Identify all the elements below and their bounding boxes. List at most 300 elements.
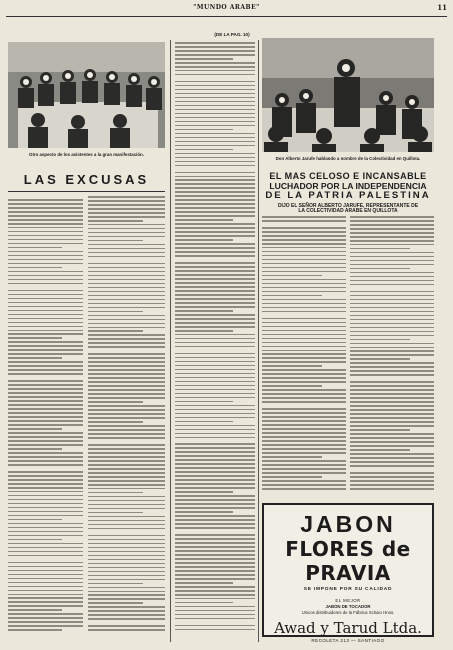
text-line: [175, 187, 255, 189]
text-line: [175, 125, 255, 127]
text-line: [8, 412, 83, 414]
text-line: [175, 89, 255, 91]
text-line: [175, 235, 255, 237]
text-line: [262, 326, 346, 328]
text-line: [88, 602, 143, 604]
text-line: [262, 460, 346, 462]
text-line: [262, 247, 346, 249]
quillota-headline-line1: EL MAS CELOSO E INCANSABLE: [269, 171, 427, 181]
text-line: [175, 550, 255, 552]
text-line: [175, 231, 255, 233]
text-line: [175, 93, 255, 95]
text-line: [350, 488, 434, 490]
text-line: [262, 239, 346, 241]
text-line: [175, 558, 255, 560]
text-line: [8, 345, 83, 347]
text-line: [8, 227, 83, 229]
text-line: [8, 416, 83, 418]
text-line: [88, 579, 165, 581]
text-line: [88, 208, 165, 210]
text-line: [8, 582, 83, 584]
photo-audience-image: [8, 42, 165, 148]
text-line: [8, 535, 83, 537]
text-line: [8, 333, 83, 335]
paper-name: "MUNDO ARABE": [193, 4, 260, 11]
text-line: [175, 294, 255, 296]
text-line: [8, 590, 83, 592]
text-line: [175, 199, 255, 201]
text-line: [8, 215, 83, 217]
text-line: [262, 334, 346, 336]
text-line: [350, 343, 434, 345]
text-line: [8, 613, 83, 615]
text-line: [88, 413, 165, 415]
text-line: [175, 381, 255, 383]
text-line: [175, 511, 233, 513]
text-line: [175, 70, 255, 72]
text-line: [88, 409, 165, 411]
quillota-subhead-line1: DIJO EL SEÑOR ALBERTO JARUFE, REPRESENTANTE DE: [277, 202, 419, 209]
text-line: [175, 334, 255, 336]
text-line: [175, 471, 255, 473]
text-line: [175, 302, 255, 304]
text-line: [8, 365, 83, 367]
text-line: [175, 149, 233, 151]
text-line: [88, 437, 165, 439]
text-line: [350, 232, 434, 234]
text-line: [88, 244, 165, 246]
text-line: [88, 252, 165, 254]
text-line: [175, 262, 255, 264]
text-line: [88, 361, 165, 363]
text-line: [175, 172, 255, 174]
text-line: [175, 306, 255, 308]
text-line: [88, 614, 165, 616]
text-line: [350, 350, 434, 352]
text-line: [175, 409, 255, 411]
text-line: [88, 365, 165, 367]
text-line: [175, 455, 255, 457]
text-line: [350, 354, 434, 356]
text-line: [8, 219, 83, 221]
text-line: [88, 433, 165, 435]
photo-caption-right: Don Alberto Jarufe hablando a nombre de la Colectividad en Quillota.: [275, 156, 421, 161]
text-line: [88, 606, 165, 608]
text-line: [175, 475, 255, 477]
text-line: [8, 495, 83, 497]
text-line: [8, 207, 83, 209]
text-line: [175, 161, 255, 163]
text-line: [262, 369, 346, 371]
text-line: [175, 133, 255, 135]
text-line: [175, 429, 255, 431]
photo-audience: [8, 42, 165, 148]
text-line: [175, 239, 233, 241]
text-line: [175, 515, 255, 517]
text-line: [175, 326, 255, 328]
text-line: [175, 101, 255, 103]
text-line: [88, 236, 165, 238]
excusas-rule: [8, 191, 165, 192]
text-line: [350, 256, 434, 258]
text-line: [175, 361, 255, 363]
quillota-headline: [262, 172, 434, 215]
text-line: [175, 50, 255, 52]
text-line: [350, 457, 434, 459]
text-line: [262, 468, 346, 470]
text-line: [350, 453, 434, 455]
text-line: [88, 224, 165, 226]
text-line: [175, 433, 255, 435]
text-line: [175, 369, 255, 371]
text-line: [350, 276, 434, 278]
text-line: [8, 361, 83, 363]
text-line: [350, 441, 434, 443]
text-line: [88, 389, 165, 391]
text-line: [8, 570, 83, 572]
text-line: [350, 315, 434, 317]
text-line: [350, 347, 434, 349]
text-line: [175, 227, 255, 229]
text-line: [262, 271, 346, 273]
text-line: [8, 527, 83, 529]
text-line: [262, 311, 346, 313]
text-line: [175, 153, 255, 155]
text-line: [8, 255, 83, 257]
text-line: [8, 609, 62, 611]
text-line: [262, 452, 346, 454]
text-line: [175, 610, 255, 612]
text-line: [175, 618, 255, 620]
text-line: [8, 384, 83, 386]
text-line: [8, 223, 83, 225]
text-line: [175, 286, 255, 288]
text-line: [88, 516, 165, 518]
page-header: [6, 4, 447, 14]
text-line: [88, 575, 165, 577]
text-line: [175, 145, 255, 147]
text-line: [88, 334, 165, 336]
text-line: [262, 251, 346, 253]
text-line: [262, 338, 346, 340]
text-line: [350, 484, 434, 486]
text-line: [88, 598, 165, 600]
text-line: [350, 311, 434, 313]
text-line: [175, 322, 255, 324]
text-line: [175, 527, 255, 529]
text-line: [175, 183, 255, 185]
text-line: [175, 417, 255, 419]
text-line: [262, 436, 346, 438]
text-line: [262, 444, 346, 446]
text-line: [88, 338, 165, 340]
text-line: [8, 555, 83, 557]
text-line: [88, 444, 165, 446]
text-line: [175, 54, 255, 56]
text-line: [88, 263, 165, 265]
text-line: [88, 555, 165, 557]
text-line: [8, 302, 83, 304]
text-line: [175, 519, 255, 521]
text-line: [175, 625, 255, 627]
text-line: [88, 488, 165, 490]
text-line: [350, 429, 410, 431]
text-line: [88, 448, 165, 450]
text-line: [175, 342, 255, 344]
text-line: [8, 267, 62, 269]
text-line: [88, 393, 165, 395]
text-line: [175, 397, 255, 399]
text-line: [175, 215, 255, 217]
text-line: [175, 602, 233, 604]
text-line: [262, 357, 346, 359]
text-line: [8, 369, 83, 371]
text-line: [175, 538, 255, 540]
text-line: [350, 224, 434, 226]
text-line: [88, 319, 165, 321]
text-line: [88, 472, 165, 474]
text-line: [350, 449, 410, 451]
text-line: [175, 121, 255, 123]
text-line: [8, 271, 83, 273]
text-line: [350, 461, 434, 463]
text-line: [8, 574, 83, 576]
text-line: [8, 275, 83, 277]
text-line: [88, 571, 165, 573]
text-line: [175, 389, 255, 391]
text-line: [8, 551, 83, 553]
text-line: [175, 318, 255, 320]
text-line: [175, 266, 255, 268]
text-line: [88, 307, 165, 309]
text-line: [175, 606, 255, 608]
text-line: [8, 251, 83, 253]
text-line: [350, 284, 434, 286]
text-line: [175, 534, 255, 536]
text-line: [8, 231, 83, 233]
ad-line-jabon: JABON: [300, 511, 396, 537]
text-line: [262, 291, 346, 293]
text-line: [350, 264, 434, 266]
text-line: [175, 566, 255, 568]
text-line: [88, 373, 165, 375]
text-line: [175, 495, 255, 497]
text-line: [8, 578, 83, 580]
text-line: [88, 625, 165, 627]
text-line: [175, 282, 255, 284]
photo-speaker: [262, 38, 434, 152]
text-line: [88, 385, 165, 387]
text-line: [175, 176, 255, 178]
text-line: [8, 621, 83, 623]
text-line: [88, 311, 143, 313]
text-line: [175, 223, 255, 225]
text-line: [175, 353, 255, 355]
text-line: [88, 271, 165, 273]
text-line: [175, 211, 255, 213]
text-line: [175, 62, 255, 64]
text-line: [175, 507, 255, 509]
text-line: [175, 251, 255, 253]
text-line: [175, 463, 255, 465]
text-line: [175, 467, 255, 469]
text-line: [8, 404, 83, 406]
text-line: [88, 204, 165, 206]
text-line: [8, 487, 83, 489]
text-line: [262, 350, 346, 352]
text-line: [262, 432, 346, 434]
text-line: [175, 421, 233, 423]
quillota-headline-line2: LUCHADOR POR LA INDEPENDENCIA: [269, 180, 427, 191]
text-line: [350, 216, 434, 218]
text-line: [175, 542, 255, 544]
text-line: [88, 496, 165, 498]
text-line: [175, 74, 255, 76]
text-line: [88, 381, 165, 383]
text-line: [262, 342, 346, 344]
ad-line-company: Awad y Tarud Ltda.: [274, 619, 422, 637]
text-line: [350, 228, 434, 230]
text-line: [350, 370, 434, 372]
text-line: [350, 252, 434, 254]
text-line: [88, 248, 165, 250]
text-line: [350, 335, 434, 337]
text-line: [8, 199, 83, 201]
text-line: [175, 479, 255, 481]
text-line: [8, 400, 83, 402]
text-line: [8, 330, 83, 332]
text-line: [175, 310, 233, 312]
text-line: [88, 196, 165, 198]
text-line: [350, 417, 434, 419]
text-line: [8, 247, 62, 249]
text-line: [88, 559, 165, 561]
soap-advertisement: [262, 503, 434, 643]
text-line: [262, 235, 346, 237]
text-line: [8, 452, 83, 454]
text-line: [175, 373, 255, 375]
text-line: [350, 421, 434, 423]
text-line: [350, 291, 434, 293]
text-line: [175, 346, 255, 348]
text-line: [350, 303, 434, 305]
text-line: [88, 357, 165, 359]
text-line: [8, 337, 62, 339]
text-line: [88, 299, 165, 301]
text-line: [262, 307, 346, 309]
text-line: [175, 554, 255, 556]
text-line: [8, 460, 83, 462]
text-line: [350, 339, 410, 341]
text-line: [175, 499, 255, 501]
text-line: [262, 227, 346, 229]
text-line: [88, 567, 165, 569]
text-line: [262, 330, 346, 332]
text-line: [262, 377, 346, 379]
text-column-4: [262, 216, 346, 498]
ad-line-distribuidores: Unicos distribuidores de la Fábrica Schaio Hnos.: [301, 610, 395, 615]
text-line: [88, 397, 165, 399]
text-line: [262, 303, 346, 305]
text-line: [88, 583, 143, 585]
text-line: [262, 480, 346, 482]
text-line: [350, 476, 434, 478]
text-line: [175, 113, 255, 115]
text-line: [175, 443, 255, 445]
text-line: [350, 220, 434, 222]
text-line: [88, 267, 165, 269]
text-line: [350, 268, 410, 270]
text-line: [262, 408, 346, 410]
text-line: [175, 503, 255, 505]
text-line: [88, 512, 143, 514]
text-line: [88, 232, 165, 234]
text-line: [8, 605, 83, 607]
text-line: [175, 97, 255, 99]
text-line: [175, 278, 255, 280]
text-line: [350, 465, 434, 467]
text-line: [8, 259, 83, 261]
text-line: [175, 66, 255, 68]
text-line: [262, 420, 346, 422]
text-line: [175, 598, 255, 600]
text-line: [262, 346, 346, 348]
text-line: [8, 318, 83, 320]
text-line: [262, 275, 322, 277]
text-line: [8, 519, 62, 521]
text-line: [8, 475, 83, 477]
text-line: [8, 625, 83, 627]
text-line: [350, 248, 410, 250]
text-line: [350, 327, 434, 329]
text-line: [88, 468, 165, 470]
text-line: [175, 42, 255, 44]
text-line: [350, 236, 434, 238]
text-line: [350, 280, 434, 282]
text-line: [8, 448, 62, 450]
text-line: [88, 220, 143, 222]
text-line: [175, 586, 255, 588]
text-line: [88, 377, 165, 379]
text-line: [175, 274, 255, 276]
text-line: [175, 58, 233, 60]
text-line: [175, 562, 255, 564]
text-line: [175, 207, 255, 209]
text-line: [175, 405, 255, 407]
text-line: [350, 480, 434, 482]
text-line: [262, 401, 346, 403]
text-line: [88, 456, 165, 458]
ad-line-tocador: JABON DE TOCADOR: [325, 604, 371, 609]
quillota-headline-line3: DE LA PATRIA PALESTINA: [265, 190, 431, 202]
text-line: [8, 294, 83, 296]
text-line: [88, 591, 165, 593]
text-line: [88, 551, 165, 553]
text-line: [350, 244, 434, 246]
text-line: [8, 499, 83, 501]
text-line: [8, 263, 83, 265]
text-line: [8, 235, 83, 237]
text-column-5: [350, 216, 434, 498]
text-line: [8, 601, 83, 603]
text-line: [88, 452, 165, 454]
text-line: [8, 298, 83, 300]
text-line: [350, 295, 434, 297]
text-line: [88, 587, 165, 589]
text-line: [88, 401, 143, 403]
text-line: [262, 440, 346, 442]
text-line: [350, 260, 434, 262]
